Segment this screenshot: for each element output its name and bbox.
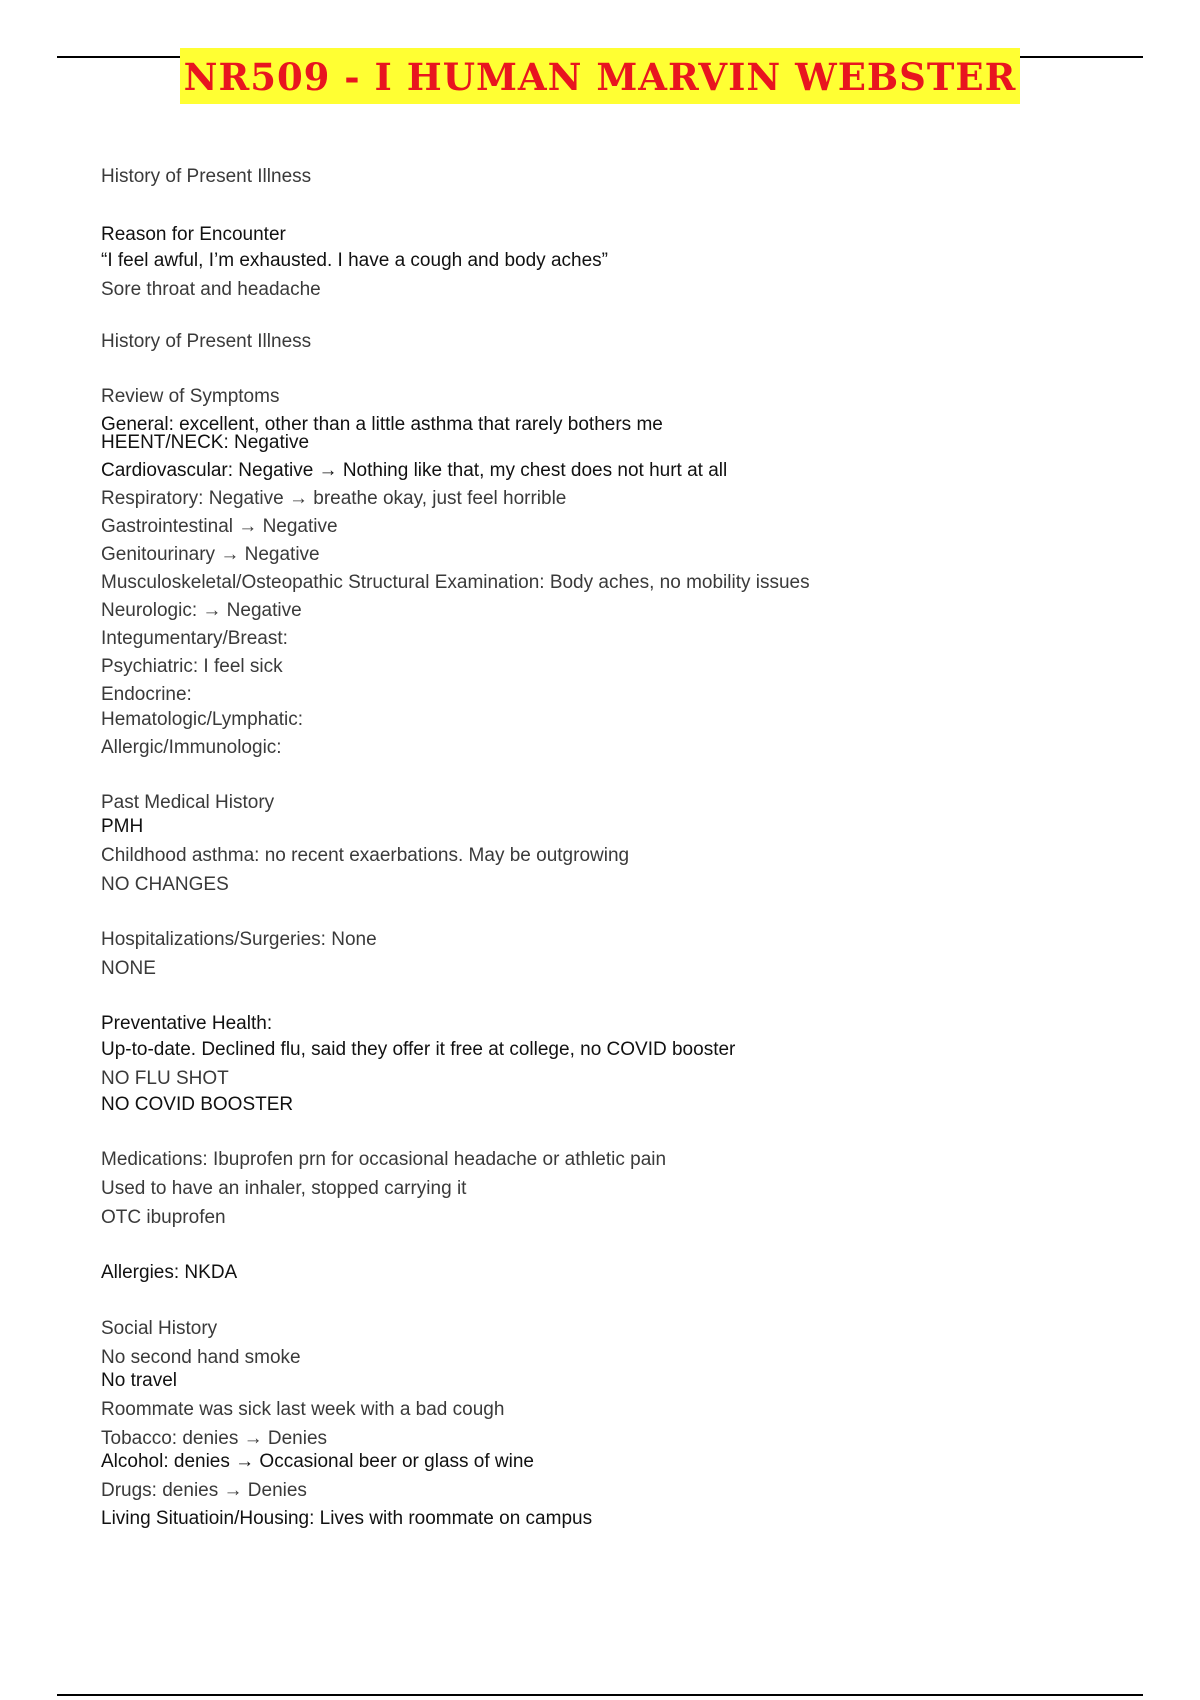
no-covid-booster: NO COVID BOOSTER — [101, 1094, 294, 1115]
ros-heent: HEENT/NECK: Negative — [101, 432, 310, 453]
ros-hematologic: Hematologic/Lymphatic: — [101, 709, 304, 730]
ros-respiratory: Respiratory: Negative → breathe okay, just feel horrible — [101, 488, 567, 509]
ros-endocrine: Endocrine: — [101, 684, 192, 705]
ros-allergic: Allergic/Immunologic: — [101, 737, 282, 758]
social-smoke: No second hand smoke — [101, 1347, 301, 1368]
hpi-heading: History of Present Illness — [101, 166, 312, 187]
ros-cardiovascular: Cardiovascular: Negative → Nothing like that, my chest does not hurt at all — [101, 460, 728, 481]
pmh-changes: NO CHANGES — [101, 874, 229, 895]
pmh-label: PMH — [101, 816, 144, 837]
no-flu-shot: NO FLU SHOT — [101, 1068, 229, 1089]
hospitalizations-none: NONE — [101, 958, 156, 979]
inhaler-note: Used to have an inhaler, stopped carrying it — [101, 1178, 467, 1199]
social-drugs: Drugs: denies → Denies — [101, 1480, 307, 1501]
ros-gastrointestinal: Gastrointestinal → Negative — [101, 516, 338, 537]
medications: Medications: Ibuprofen prn for occasional headache or athletic pain — [101, 1149, 667, 1170]
ros-psychiatric: Psychiatric: I feel sick — [101, 656, 283, 677]
bottom-rule — [57, 1694, 1143, 1696]
document-title: NR509 - I HUMAN MARVIN WEBSTER — [180, 48, 1021, 104]
ros-integumentary: Integumentary/Breast: — [101, 628, 288, 649]
reason-heading: Reason for Encounter — [101, 224, 286, 245]
ros-genitourinary: Genitourinary → Negative — [101, 544, 320, 565]
social-alcohol: Alcohol: denies → Occasional beer or glass of wine — [101, 1451, 535, 1472]
ros-general: General: excellent, other than a little asthma that rarely bothers me — [101, 414, 663, 435]
patient-quote: “I feel awful, I’m exhausted. I have a cough and body aches” — [101, 250, 608, 271]
ros-neurologic: Neurologic: → Negative — [101, 600, 302, 621]
otc-ibuprofen: OTC ibuprofen — [101, 1207, 226, 1228]
title-container — [0, 48, 1200, 104]
social-history-heading: Social History — [101, 1318, 218, 1339]
hospitalizations: Hospitalizations/Surgeries: None — [101, 929, 377, 950]
hpi-heading-2: History of Present Illness — [101, 331, 312, 352]
social-living: Living Situatioin/Housing: Lives with roommate on campus — [101, 1508, 593, 1529]
chief-complaint: Sore throat and headache — [101, 279, 321, 300]
pmh-heading: Past Medical History — [101, 792, 275, 813]
preventative-details: Up-to-date. Declined flu, said they offer it free at college, no COVID booster — [101, 1039, 736, 1060]
social-travel: No travel — [101, 1370, 178, 1391]
allergies: Allergies: NKDA — [101, 1262, 238, 1283]
ros-heading: Review of Symptoms — [101, 386, 280, 407]
social-tobacco: Tobacco: denies → Denies — [101, 1428, 328, 1449]
ros-musculoskeletal: Musculoskeletal/Osteopathic Structural Examination: Body aches, no mobility issues — [101, 572, 810, 593]
pmh-asthma: Childhood asthma: no recent exaerbations. May be outgrowing — [101, 845, 630, 866]
preventative-heading: Preventative Health: — [101, 1013, 273, 1034]
social-roommate: Roommate was sick last week with a bad cough — [101, 1399, 505, 1420]
